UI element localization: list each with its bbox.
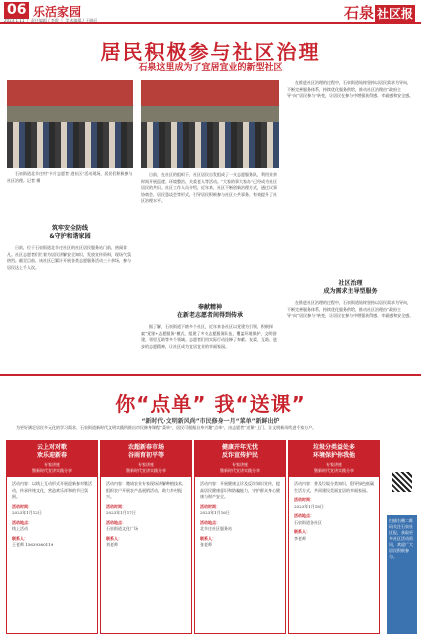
side-note: 扫描右侧二维码关注石泉社区报，获取更多社区活动资讯，欢迎广大居民积极参与。 [387, 515, 417, 634]
page-number: 06 [4, 2, 29, 19]
card-subtitle: 反诈宣传护民 [221, 452, 258, 459]
card-time: 2023年1月18日 [294, 503, 324, 509]
card-tagline: 专家讲座 暨新时代宣讲实践分享 [195, 462, 285, 477]
section-heading-1: 筑牢安全防线 &守护和谐家园 [49, 225, 91, 240]
card-tagline: 专家讲座 暨新时代宣讲实践分享 [101, 462, 191, 477]
card-contact: 刘老师 [106, 542, 118, 547]
section-name: 乐活家园 [33, 5, 82, 19]
section-heading-2: 奉献精神 在新老志愿者间得到传承 [176, 304, 243, 319]
card-title: 农超新春市场 [127, 444, 164, 451]
card-body: 活动内容：普及垃圾分类知识，倡导绿色低碳生活方式，共同建设美丽宜居的幸福家园。 [294, 481, 374, 493]
card-title: 垃圾分类益处多 [312, 444, 355, 451]
card-time: 2023年1月12日 [12, 510, 42, 515]
page-header [0, 0, 421, 24]
card-body: 活动内容：开展健康义诊及反诈知识宣传，提高居民健康意识和防骗能力，守护群众身心健康与财产安全。 [200, 481, 280, 499]
photo-caption: 石泉街道北辛庄村“卡片志愿者·进社区”活动现场，居民们积极参与社区治理。记者 摄 [7, 171, 133, 183]
card-title: 云上对对歌 [36, 444, 67, 451]
course-card-4 [288, 440, 380, 634]
card-place: 石泉街道文化广场 [106, 526, 138, 531]
card-time-label: 活动时间： [200, 503, 220, 509]
card-body: 活动内容：邀请农业专家现场讲解种植技术，组织农户开展农产品展销活动，助力乡村振兴。 [106, 481, 186, 499]
article-column-1: 日前，位于石泉街道北辛庄社区的社区居民服务站门前，热闹非凡。社区志愿者们忙着为居民讲解安全知识，发放宣传资料，现场气氛热烈。截至目前，该社区已累计开展各类志愿服务活动三十余场，参与居民达上千人次。 [7, 245, 131, 270]
card-contact: 李老师 [294, 535, 306, 541]
article-column-3b: 在推进社区治理的过程中，石泉街道始终坚持以居民需求为导向，不断完善服务体系，持续优化服务供给，推动社区治理由“政府主导”向“居民参与”转变，让居民在参与中增强获得感、幸福感和安全感。 [287, 300, 414, 319]
card-time-label: 活动时间： [106, 503, 126, 509]
card-body: 活动内容：以线上互动形式开展迎新春对歌活动，传承传统文化，营造欢乐祥和的节日氛围。 [12, 481, 92, 499]
card-place: 石泉街道各社区 [294, 519, 322, 525]
card-subtitle: 环境保护你我他 [312, 452, 355, 459]
course-card-3 [194, 440, 286, 634]
card-place-label: 活动地点： [12, 519, 32, 525]
banner-subtitle: “新时代·文明新风尚”市民修身一月“菜单”新鲜出炉 [141, 418, 280, 425]
section-heading-3: 社区治理 成为需求主导型服务 [323, 280, 378, 295]
article-photo-center [141, 80, 279, 168]
article-column-3: 在推进社区治理的过程中，石泉街道始终坚持以居民需求为导向，不断完善服务体系，持续优化服务供给，推动社区治理由“政府主导”向“居民参与”转变，让居民在参与中增强获得感、幸福感和安全感。 [287, 80, 414, 99]
card-place: 线上活动 [12, 526, 28, 531]
card-contact-label: 联系人： [106, 535, 122, 541]
card-contact-label: 联系人： [12, 535, 28, 541]
card-contact-label: 联系人： [294, 529, 310, 534]
card-place-label: 活动地点： [200, 519, 220, 525]
card-title: 健康开年无忧 [221, 444, 258, 451]
article-photo-left [7, 80, 133, 168]
article-subtitle: 石泉这里成为了宜居宜业的新型社区 [138, 63, 283, 73]
card-contact: 王老师 15639360119 [12, 542, 54, 547]
page-meta: 2023.1.11 丨 责任编辑 / 李霞 丨 美术编辑 / 王晓辰 [4, 18, 98, 23]
article-title: 居民积极参与社区治理 [100, 40, 321, 64]
banner-title: 你“点单” 我“送课” [115, 392, 306, 416]
course-card-1 [6, 440, 98, 634]
course-card-2 [100, 440, 192, 634]
card-tagline: 专家讲座 暨新时代宣讲实践分享 [7, 462, 97, 477]
newspaper-logo: 石泉 社区报 [343, 4, 413, 22]
card-place: 北辛庄社区服务站 [200, 526, 232, 531]
article-column-2: 日前，在社区的组织下，社区居民自发组成了一支志愿服务队，利用业余时间开展巡逻、环境整治、关爱老人等活动。“大家的事大家办”已经成为社区居民的共识。社区工作人员介绍，近年来，社区不断创新治理方式，通过议事协商会、居民恳谈会等形式，引导居民积极参与社区公共事务，有效提升了社区治理水平。 [141, 172, 278, 204]
article-column-2b: 据了解，石泉街道下辖多个社区，近年来各社区以党建为引领，积极探索“党建+志愿服务”模式，组建了多支志愿服务队伍，覆盖环境保护、文明创建、邻里互助等多个领域。志愿者们用实际行动诠释了奉献、友爱、互助、进步的志愿精神，让社区成为宜居宜业的幸福家园。 [141, 324, 277, 349]
card-place-label: 活动地点： [294, 513, 314, 518]
card-time-label: 活动时间： [12, 503, 32, 509]
card-contact: 张老师 [200, 542, 212, 547]
card-time-label: 活动时间： [294, 497, 314, 502]
card-tagline: 专家讲座 暨新时代宣讲实践分享 [289, 462, 379, 477]
card-subtitle: 谷雨育初平等 [127, 452, 164, 459]
card-place-label: 活动地点： [106, 519, 126, 525]
section-divider [0, 374, 421, 376]
banner-intro: 为更好满足居民多元化的学习需求，石泉街道新时代文明实践所推出市民修身课程“菜单”，居民可根据自身兴趣“点单”，由志愿者“送课”上门，让文明新风吹进千家万户。 [16, 425, 317, 430]
card-time: 2023年1月16日 [200, 510, 230, 515]
card-time: 2023年1月17日 [106, 510, 136, 515]
card-contact-label: 联系人： [200, 535, 216, 541]
qr-code[interactable] [392, 472, 412, 492]
card-subtitle: 欢乐迎新春 [36, 452, 67, 459]
